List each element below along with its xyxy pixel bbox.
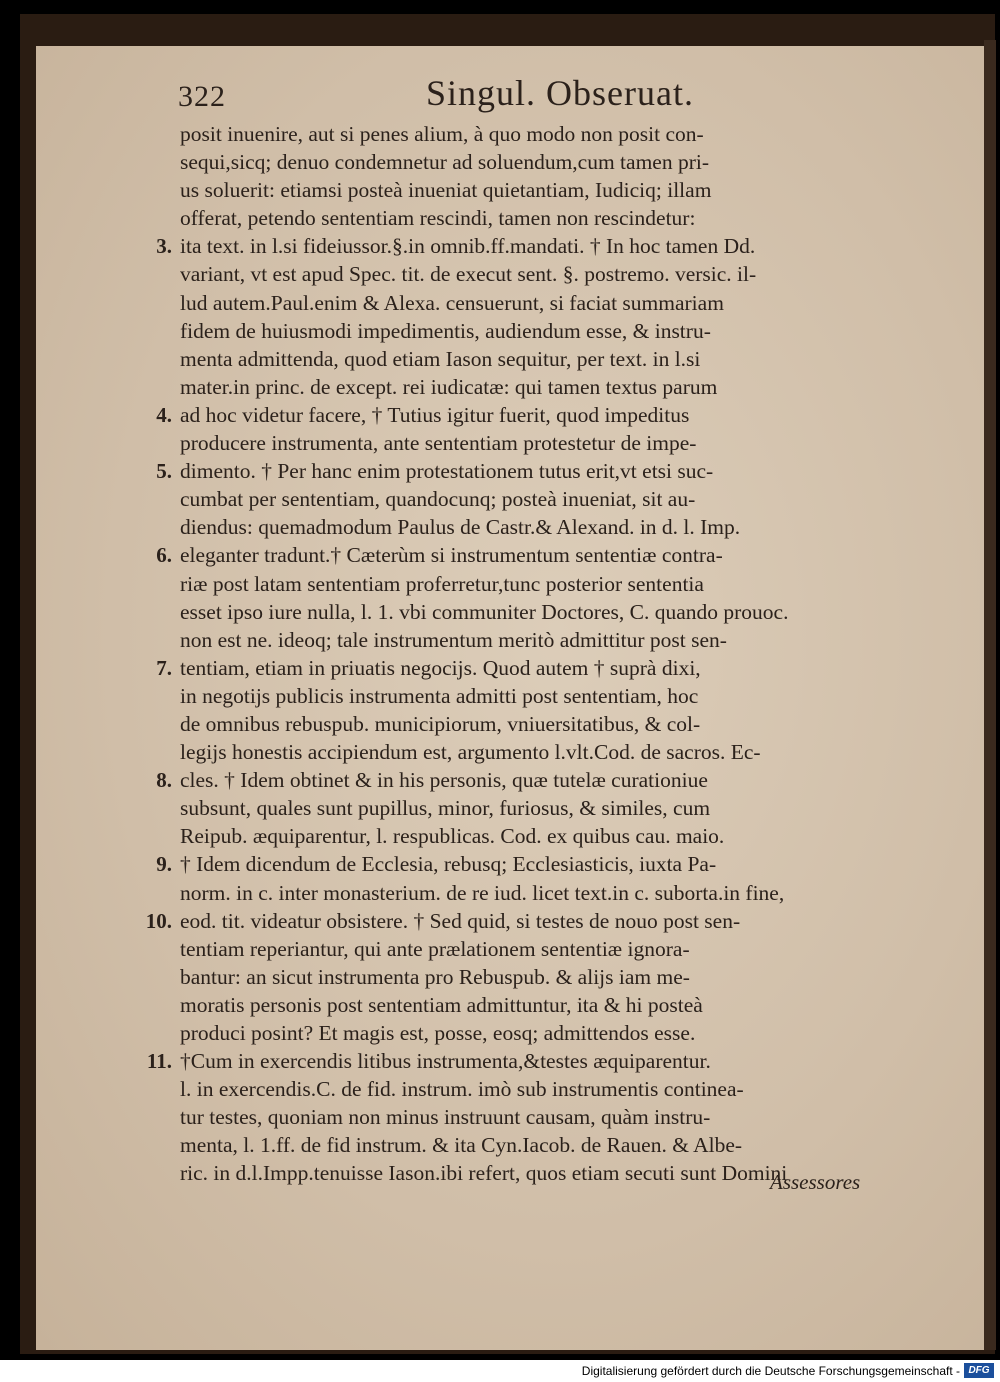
body-text [145, 120, 880, 1188]
line-text: fidem de huiusmodi impedimentis, audiendum esse, & instru- [180, 318, 711, 343]
line-text: legijs honestis accipiendum est, argumento l.vlt.Cod. de sacros. Ec- [180, 740, 761, 765]
text-line [180, 485, 880, 513]
text-line [180, 513, 880, 541]
line-text: sequi,sicq; denuo condemnetur ad soluendum,cum tamen pri- [180, 150, 710, 175]
text-line [180, 738, 880, 766]
line-text: riæ post latam sententiam proferretur,tunc posterior sententia [180, 571, 704, 596]
line-text: producere instrumenta, ante sententiam protestetur de impe- [180, 431, 697, 456]
catchword: Assessores [770, 1170, 861, 1194]
text-line [180, 289, 880, 317]
line-text: subsunt, quales sunt pupillus, minor, furiosus, & similes, cum [180, 796, 711, 821]
line-text: † Idem dicendum de Ecclesia, rebusq; Ecclesiasticis, iuxta Pa- [180, 852, 717, 877]
line-text: in negotijs publicis instrumenta admitti post sententiam, hoc [180, 683, 699, 708]
page-number: 322 [178, 80, 226, 113]
margin-number: 5. [156, 459, 172, 484]
text-line [180, 822, 880, 850]
margin-number: 8. [156, 768, 172, 793]
text-line [180, 317, 880, 345]
text-line [145, 907, 880, 935]
funding-note: Digitalisierung gefördert durch die Deutsche Forschungsgemeinschaft - [581, 1364, 960, 1378]
text-line [156, 401, 880, 429]
text-line [180, 710, 880, 738]
text-line [156, 766, 880, 794]
page-header [178, 72, 878, 116]
margin-number: 11. [146, 1049, 172, 1074]
line-text: bantur: an sicut instrumenta pro Rebuspub. & alijs iam me- [180, 964, 690, 989]
line-text: Reipub. æquiparentur, l. respublicas. Cod. ex quibus cau. maio. [180, 824, 725, 849]
line-text: mater.in princ. de except. rei iudicatæ: qui tamen textus parum [180, 374, 718, 399]
book-spine [984, 40, 996, 1350]
text-line [180, 1103, 880, 1131]
line-text: esset ipso iure nulla, l. 1. vbi communiter Doctores, C. quando prouoc. [180, 599, 789, 624]
line-text: offerat, petendo sententiam rescindi, tamen non rescindetur: [180, 206, 696, 231]
line-text: cles. † Idem obtinet & in his personis, quæ tutelæ curationiue [180, 768, 708, 793]
text-line [156, 232, 880, 260]
line-text: eleganter tradunt.† Cæterùm si instrumentum sententiæ contra- [180, 543, 723, 568]
margin-number: 7. [156, 655, 172, 680]
margin-number: 3. [156, 234, 172, 259]
line-text: tentiam reperiantur, qui ante prælationem sententiæ ignora- [180, 936, 690, 961]
line-text: produci posint? Et magis est, posse, eosq; admittendos esse. [180, 1021, 696, 1045]
line-text: posit inuenire, aut si penes alium, à quo modo non posit con- [180, 122, 704, 146]
line-text: us soluerit: etiamsi posteà inueniat quietantiam, Iudiciq; illam [180, 178, 712, 203]
line-text: variant, vt est apud Spec. tit. de execut sent. §. postremo. versic. il- [180, 262, 757, 287]
text-line [180, 345, 880, 373]
line-text: ad hoc videtur facere, † Tutius igitur fuerit, quod impeditus [180, 402, 690, 427]
text-line [180, 148, 880, 176]
text-line [180, 991, 880, 1019]
margin-number: 9. [156, 852, 172, 877]
line-text: menta, l. 1.ff. de fid instrum. & ita Cyn.Iacob. de Rauen. & Albe- [180, 1133, 743, 1158]
line-text: dimento. † Per hanc enim protestationem tutus erit,vt etsi suc- [180, 459, 714, 484]
line-text: de omnibus rebuspub. municipiorum, vniuersitatibus, & col- [180, 711, 701, 736]
line-text: moratis personis post sententiam admittuntur, ita & hi posteà [180, 992, 703, 1017]
line-text: l. in exercendis.C. de fid. instrum. imò sub instrumentis continea- [180, 1077, 744, 1102]
line-text: eod. tit. videatur obsistere. † Sed quid, si testes de nouo post sen- [180, 908, 741, 933]
text-line [180, 1019, 880, 1047]
line-text: tentiam, etiam in priuatis negocijs. Quod autem † suprà dixi, [180, 655, 701, 680]
text-line [180, 260, 880, 288]
text-line [180, 204, 880, 232]
line-text: ric. in d.l.Impp.tenuisse Iason.ibi refert, quos etiam secuti sunt Domini [180, 1161, 788, 1186]
text-line [156, 654, 880, 682]
text-line [180, 570, 880, 598]
line-text: †Cum in exercendis litibus instrumenta,&testes æquiparentur. [180, 1049, 711, 1074]
line-text: menta admittenda, quod etiam Iason sequitur, per text. in l.si [180, 346, 701, 371]
text-line [180, 682, 880, 710]
text-line [180, 1131, 880, 1159]
text-line [180, 598, 880, 626]
text-line [180, 1075, 880, 1103]
margin-number: 6. [156, 543, 172, 568]
text-line [156, 850, 880, 878]
text-line [156, 457, 880, 485]
line-text: lud autem.Paul.enim & Alexa. censuerunt, si faciat summariam [180, 290, 724, 315]
dfg-logo: DFG [964, 1363, 994, 1378]
text-line [156, 541, 880, 569]
line-text: diendus: quemadmodum Paulus de Castr.& Alexand. in d. l. Imp. [180, 515, 741, 540]
footer-bar [0, 1360, 1000, 1382]
text-line [180, 879, 880, 907]
line-text: norm. in c. inter monasterium. de re iud. licet text.in c. suborta.in fine, [180, 880, 785, 905]
text-line [180, 429, 880, 457]
text-line [180, 935, 880, 963]
text-line [180, 794, 880, 822]
text-line [180, 373, 880, 401]
text-line [180, 120, 880, 148]
line-text: cumbat per sententiam, quandocunq; posteà inueniat, sit au- [180, 487, 696, 512]
text-line [146, 1047, 880, 1075]
line-text: ita text. in l.si fideiussor.§.in omnib.ff.mandati. † In hoc tamen Dd. [180, 234, 756, 259]
text-line [180, 626, 880, 654]
text-line [180, 963, 880, 991]
text-line [180, 176, 880, 204]
margin-number: 10. [145, 908, 172, 933]
running-head: Singul. Obseruat. [426, 73, 694, 113]
line-text: tur testes, quoniam non minus instruunt causam, quàm instru- [180, 1105, 711, 1130]
margin-number: 4. [156, 402, 172, 427]
line-text: non est ne. ideoq; tale instrumentum meritò admittitur post sen- [180, 627, 727, 652]
